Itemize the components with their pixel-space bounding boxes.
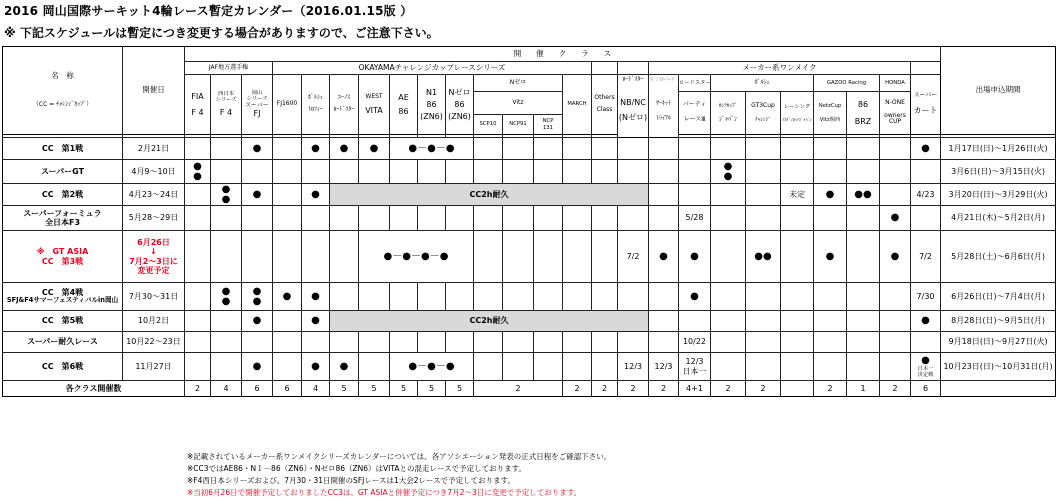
event-name xyxy=(3,206,123,231)
header-carrera xyxy=(711,92,746,135)
netz-kansai: Vitz関西 xyxy=(819,117,841,123)
party-date xyxy=(679,353,711,381)
header-okayama-series xyxy=(242,75,273,135)
honda-n-one: N-ONE xyxy=(885,98,905,106)
nzero86-label: Nゼロ xyxy=(448,87,471,97)
result-double-dot xyxy=(746,231,781,283)
fia-class: F 4 xyxy=(191,107,204,117)
header-porsche-cc xyxy=(302,75,330,135)
n1-label: N1 xyxy=(425,87,438,97)
total-value: 4 xyxy=(211,381,242,397)
footnote-3: ※F4西日本シリーズおよび、7月30・31日開催のSFJレースは1大会2レースで予定しております。 xyxy=(187,476,516,485)
result-double-dot xyxy=(185,160,211,184)
event-date: 7月30〜31日 xyxy=(123,283,185,311)
result-dot: ● xyxy=(242,138,273,160)
header-honda-cup xyxy=(880,92,911,135)
event-name xyxy=(3,283,123,311)
result-dot: ● xyxy=(193,161,202,172)
trial-date: 12/3 xyxy=(649,353,679,381)
result-dot: ● xyxy=(302,353,330,381)
result-double-dot xyxy=(242,283,273,311)
total-value: 2 xyxy=(474,381,563,397)
nzero86-number: 86 xyxy=(454,99,465,109)
header-ncp91: NCP91 xyxy=(503,115,534,135)
roadster-nb-date: 7/2 xyxy=(618,231,649,283)
kart-date-line: 決定戦 xyxy=(917,372,934,379)
event-name-line: 全日本F3 xyxy=(44,218,81,227)
event-date-line: 6月26日 xyxy=(137,238,170,248)
kart-date: 7/30 xyxy=(911,283,941,311)
event-date: 10月2日 xyxy=(123,311,185,332)
kart-date xyxy=(911,353,941,381)
endurance-band: CC2h耐久 xyxy=(330,311,649,332)
result-dot: ● xyxy=(921,354,930,366)
footnote-2: ※CC3ではAE86・N１－86（ZN6）・Nゼロ86（ZN6）はVITAとの混走レースで予定しております。 xyxy=(187,464,527,473)
header-name-label: 名 称 xyxy=(51,70,74,80)
table-row xyxy=(3,184,1056,206)
event-name: CC 第6戦 xyxy=(3,353,123,381)
result-dot: ● xyxy=(911,138,941,160)
header-ae86 xyxy=(390,75,418,135)
header-roadster-nb xyxy=(618,75,649,138)
event-date-line: 変更予定 xyxy=(137,265,170,275)
result-dot: ● xyxy=(880,206,911,231)
result-dash-dot: ●－●－●－● xyxy=(359,231,474,283)
kart-date: 4/23 xyxy=(911,184,941,206)
ae86-label: AE xyxy=(398,92,409,102)
event-date: 11月27日 xyxy=(123,353,185,381)
okayama-series-super: スーパー xyxy=(245,101,269,109)
event-date-line: 7月2〜3日に xyxy=(129,256,178,266)
party-date: 5/28 xyxy=(679,206,711,231)
header-ncp131 xyxy=(534,115,563,135)
roadster-party-race: レースⅢ xyxy=(683,116,706,123)
result-dot: ● xyxy=(302,283,330,311)
result-dot: ● xyxy=(763,250,772,262)
total-value: 5 xyxy=(446,381,474,397)
others-class: Class xyxy=(596,106,613,113)
event-date: 10月22〜23日 xyxy=(123,332,185,353)
header-racing xyxy=(781,92,814,135)
result-dot: ● xyxy=(273,283,302,311)
entry-period: 10月23日(日)〜10月31日(月) xyxy=(941,353,1056,381)
okayama-series-fj: FJ xyxy=(253,109,261,119)
gt3cup-label: GT3Cup xyxy=(751,101,775,109)
west-label: WEST xyxy=(365,92,383,100)
result-double-dot xyxy=(211,283,242,311)
header-others xyxy=(592,75,618,135)
header-march: MARCH xyxy=(563,75,592,135)
roadster-nb-nzero: (Nゼロ) xyxy=(618,113,648,123)
result-dot: ● xyxy=(302,138,330,160)
page-title: 2016 岡山国際サーキット4輪レース暫定カレンダー（2016.01.15版 ） xyxy=(4,4,413,18)
total-value: 2 xyxy=(711,381,746,397)
brz-label: BRZ xyxy=(854,117,872,126)
result-dot: ● xyxy=(302,184,330,206)
header-brz xyxy=(847,92,880,135)
result-dot: ● xyxy=(863,188,872,200)
header-jaf: JAF地方選手権 xyxy=(185,62,273,75)
okayama-series-series: シリーズ xyxy=(246,96,268,103)
result-dash-dot: ●－●－● xyxy=(390,138,474,160)
fia-label: FIA xyxy=(191,92,204,102)
header-super-kart xyxy=(911,75,941,135)
event-name-line: スーパーフォーミュラ xyxy=(23,208,102,218)
entry-period: 5月28日(土)〜6月6日(月) xyxy=(941,231,1056,283)
header-west-japan xyxy=(211,75,242,135)
result-dot: ● xyxy=(814,184,847,206)
event-date: 4月9〜10日 xyxy=(123,160,185,184)
total-value: 6 xyxy=(242,381,273,397)
total-value: 2 xyxy=(185,381,211,397)
header-fia xyxy=(185,75,211,135)
total-value: 1 xyxy=(847,381,880,397)
result-dot: ● xyxy=(193,170,202,182)
result-dot: ● xyxy=(242,353,273,381)
entry-period: 1月17日(日)〜1月26日(火) xyxy=(941,138,1056,160)
okayama-series-label: 岡山 xyxy=(251,90,263,97)
ncp131-number: 131 xyxy=(542,124,554,131)
kart-date: 7/2 xyxy=(911,231,941,283)
result-dot: ● xyxy=(911,311,941,332)
netz-label: NetzCup xyxy=(818,102,842,109)
header-honda: HONDA xyxy=(880,75,911,92)
event-name-line: CC 第4戦 xyxy=(41,288,84,298)
totals-label: 各クラス開催数 xyxy=(3,381,185,397)
header-gt3cup xyxy=(746,92,781,135)
result-dot: ● xyxy=(252,295,262,307)
others-label: Others xyxy=(594,94,615,102)
west-japan-series: シリーズ xyxy=(215,97,237,104)
result-dot: ● xyxy=(221,295,231,307)
header-kart-top xyxy=(911,62,941,75)
result-dot: ● xyxy=(723,161,733,172)
table-row xyxy=(3,283,1056,311)
event-name-line: CC 第3戦 xyxy=(41,256,84,266)
party-date-line: 12/3 xyxy=(685,357,704,367)
header-vitz: Vitz xyxy=(474,92,563,115)
result-dot: ● xyxy=(221,193,231,205)
result-dash-dot-inner: ●－●－● xyxy=(402,250,449,262)
brz-number: 86 xyxy=(857,99,869,109)
result-dot: ● xyxy=(242,311,273,332)
header-maker: メーカー系ワンメイク xyxy=(649,62,911,75)
endurance-band: CC2h耐久 xyxy=(330,184,649,206)
total-value xyxy=(781,381,814,397)
racing-label: レーシング xyxy=(783,103,811,110)
header-nzero-vitz: Nゼロ xyxy=(474,75,563,92)
result-dot: ● xyxy=(359,138,390,160)
header-scp10: SCP10 xyxy=(474,115,503,135)
header-trial-top xyxy=(618,62,649,75)
result-dot: ● xyxy=(330,353,359,381)
result-dot: ● xyxy=(330,138,359,160)
table-row xyxy=(3,138,1056,160)
circuit-trial-label: ｻｰｷｯﾄ xyxy=(655,100,671,108)
footnote-4: ※当初6月26日で開催予定しておりましたCC3は、GT ASIAと併催予定につき7月2～3日に変更で予定しております。 xyxy=(187,488,582,497)
total-value: 2 xyxy=(746,381,781,397)
totals-row xyxy=(3,381,1056,397)
header-west xyxy=(359,75,390,135)
event-name: CC 第5戦 xyxy=(3,311,123,332)
event-name xyxy=(3,231,123,283)
result-dot: ● xyxy=(221,286,231,297)
event-name: スーパーGT xyxy=(3,160,123,184)
roadster-nb-label: ﾛｰﾄﾞｽﾀｰ xyxy=(622,76,644,83)
table-row xyxy=(3,206,1056,231)
event-date: 4月23〜24日 xyxy=(123,184,185,206)
event-name-line: ※ GT ASIA xyxy=(36,247,89,257)
entry-period: 8月28日(日)〜9月5日(月) xyxy=(941,311,1056,332)
total-value: 6 xyxy=(911,381,941,397)
header-n1 xyxy=(418,75,446,135)
circuit-trial-trial: ﾄﾗｲｱﾙ xyxy=(655,114,671,122)
header-class-group: 開 催 ク ラ ス xyxy=(185,47,941,62)
result-dot: ● xyxy=(754,250,763,262)
header-roadster-maker: ロードスター xyxy=(679,75,711,92)
result-dot: ● xyxy=(242,184,273,206)
honda-owners: owners xyxy=(884,111,906,119)
result-dot: ● xyxy=(649,231,679,283)
ae86-number: 86 xyxy=(398,107,409,116)
header-date: 開催日 xyxy=(123,47,185,135)
roadster-nb-class: NB/NC xyxy=(620,97,646,107)
event-name: CC 第2戦 xyxy=(3,184,123,206)
total-value: 5 xyxy=(359,381,390,397)
header-name-note: （CC = ﾁｬﾚﾝｼﾞｶｯﾌﾟ） xyxy=(32,101,93,109)
west-japan-label: 西日本 xyxy=(218,91,234,98)
total-value: 2 xyxy=(592,381,618,397)
total-value: 6 xyxy=(273,381,302,397)
header-okayama: OKAYAMAチャレンジカップレースシリーズ xyxy=(273,62,592,75)
header-fj1600: FJ1600 xyxy=(273,75,302,135)
event-name-line: SFJ&F4サマーフェスティバルin岡山 xyxy=(6,296,119,305)
n1-number: 86 xyxy=(426,99,437,109)
result-dot: ● xyxy=(302,311,330,332)
header-eunos xyxy=(330,75,359,135)
party-date: 10/22 xyxy=(679,332,711,353)
footnote-1: ※記載されているメーカー系ワンメイクシリーズカレンダーについては、各アソシエーション発表の正式日程をご確認下さい。 xyxy=(187,452,612,461)
header-circuit-trial xyxy=(649,75,679,138)
kart-date-line: 日本一 xyxy=(917,366,934,373)
schedule-notice: ※ 下記スケジュールは暫定につき変更する場合がありますので、ご注意下さい。 xyxy=(4,26,439,40)
entry-period: 6月26日(日)〜7月4日(月) xyxy=(941,283,1056,311)
header-gazoo: GAZOO Racing xyxy=(814,75,880,92)
total-value: 4+1 xyxy=(679,381,711,397)
entry-period: 4月21日(木)〜5月2日(月) xyxy=(941,206,1056,231)
result-dot: ● xyxy=(383,250,393,262)
table-row xyxy=(3,160,1056,184)
total-value: 2 xyxy=(880,381,911,397)
event-date: 5月28〜29日 xyxy=(123,206,185,231)
eunos-label: ﾕｰﾉｽ xyxy=(337,94,350,102)
event-name: CC 第1戦 xyxy=(3,138,123,160)
event-date: 2月21日 xyxy=(123,138,185,160)
entry-period: 3月20日(日)〜3月29日(火) xyxy=(941,184,1056,206)
result-dot: ● xyxy=(252,286,262,297)
entry-period: 9月18日(日)〜9月27日(火) xyxy=(941,332,1056,353)
event-date xyxy=(123,231,185,283)
porsche-cc-trophy: ﾄﾛﾌｨｰ xyxy=(307,106,323,113)
n1-model: (ZN6) xyxy=(420,112,443,122)
result-dash-dot: ●－●－● xyxy=(390,353,474,381)
header-roadster-party xyxy=(679,92,711,135)
result-dot: ● xyxy=(880,231,911,283)
result-dot: ● xyxy=(679,231,711,283)
total-value: 2 xyxy=(814,381,847,397)
table-row xyxy=(3,231,1056,283)
party-date-line: 日本一 xyxy=(682,366,707,376)
result-dot: ● xyxy=(854,188,863,200)
total-value: 5 xyxy=(390,381,418,397)
roadster-party-label: パーティ xyxy=(682,101,707,109)
result-dot: ● xyxy=(814,231,847,283)
carrera-japan: ｼﾞｬﾊﾟﾝ xyxy=(718,115,737,123)
table-row xyxy=(3,311,1056,332)
total-value: 5 xyxy=(418,381,446,397)
racing-esdirosso: ｴｽﾃﾞｨﾛｯｿｼﾞｬﾊﾟﾝ xyxy=(782,116,812,122)
result-double-dot xyxy=(847,184,880,206)
header-netz xyxy=(814,92,847,135)
event-name: スーパー耐久レース xyxy=(3,332,123,353)
total-value: 4 xyxy=(302,381,330,397)
result-double-dot xyxy=(711,160,746,184)
total-entry-blank xyxy=(941,381,1056,397)
entry-period: 3月6日(日)〜3月15日(火) xyxy=(941,160,1056,184)
status-undecided: 未定 xyxy=(781,184,814,206)
table-row xyxy=(3,353,1056,381)
header-entry: 出場申込期間 xyxy=(941,47,1056,135)
carrera-label: ｶﾚﾗｶｯﾌﾟ xyxy=(718,102,738,109)
result-dot: ● xyxy=(221,184,231,195)
gt3cup-challenge: ﾁｬﾚﾝｼﾞ xyxy=(755,117,771,124)
result-dot: ● xyxy=(679,283,711,311)
roadster-nb-date: 12/3 xyxy=(618,353,649,381)
result-double-dot xyxy=(211,184,242,206)
super-kart-label: スーパー xyxy=(913,92,938,100)
ncp131-label: NCP xyxy=(542,118,554,125)
west-vita: VITA xyxy=(365,105,383,115)
total-value: 2 xyxy=(649,381,679,397)
total-value: 5 xyxy=(330,381,359,397)
west-japan-class: F 4 xyxy=(219,108,233,118)
total-value: 2 xyxy=(618,381,649,397)
table-row xyxy=(3,332,1056,353)
header-nzero86 xyxy=(446,75,474,135)
super-kart-kart: カート xyxy=(913,106,938,116)
eunos-roadster: ﾛｰﾄﾞｽﾀｰ xyxy=(333,106,355,113)
calendar-table xyxy=(2,46,1056,397)
nzero86-model: (ZN6) xyxy=(448,112,471,122)
header-roadster-top xyxy=(592,62,618,75)
honda-cup: CUP xyxy=(888,118,902,126)
event-date-arrow: ↓ xyxy=(150,247,157,257)
result-dot: ● xyxy=(723,170,733,182)
header-porsche-maker: ﾎﾟﾙｼｪ xyxy=(711,75,814,92)
porsche-cc-label: ﾎﾟﾙｼｪ xyxy=(307,94,323,102)
total-value: 2 xyxy=(563,381,592,397)
faint-head-label: ﾎﾞﾝｽﾀｰﾄｰﾄﾞ xyxy=(650,77,677,83)
header-name xyxy=(3,47,123,135)
